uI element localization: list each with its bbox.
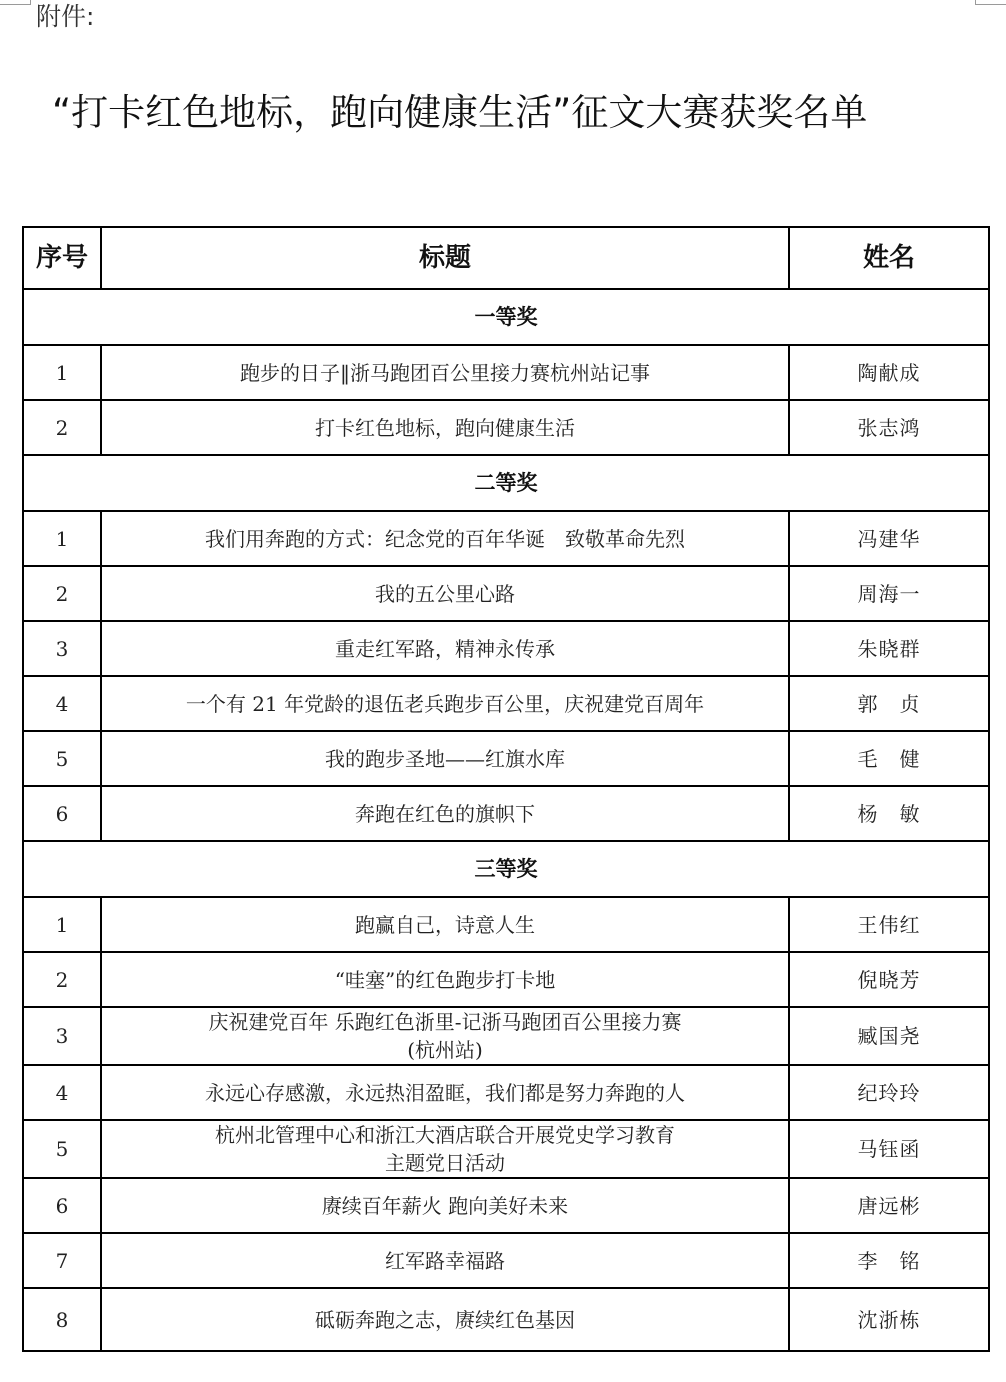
page-corner-mark-right [975, 0, 1006, 5]
header-title: 标题 [101, 227, 789, 289]
row-name: 杨 敏 [789, 786, 989, 841]
row-title-line-2: 主题党日活动 [385, 1151, 505, 1175]
row-name: 朱晓群 [789, 621, 989, 676]
row-number: 1 [23, 345, 101, 400]
row-number: 7 [23, 1233, 101, 1288]
row-title: 奔跑在红色的旗帜下 [101, 786, 789, 841]
row-number: 3 [23, 621, 101, 676]
header-number: 序号 [23, 227, 101, 289]
row-title [101, 1007, 789, 1065]
row-name: 周海一 [789, 566, 989, 621]
row-name: 王伟红 [789, 897, 989, 952]
row-title: 永远心存感激，永远热泪盈眶，我们都是努力奔跑的人 [101, 1065, 789, 1120]
attachment-label: 附件: [36, 2, 95, 31]
table-row [23, 897, 989, 952]
header-name: 姓名 [789, 227, 989, 289]
row-number: 4 [23, 1065, 101, 1120]
row-number: 1 [23, 511, 101, 566]
table-row [23, 1007, 989, 1065]
row-number: 8 [23, 1288, 101, 1351]
section-second-prize [23, 455, 989, 511]
row-number: 6 [23, 786, 101, 841]
row-name: 陶献成 [789, 345, 989, 400]
section-label: 三等奖 [23, 841, 989, 897]
row-number: 4 [23, 676, 101, 731]
awards-table [22, 226, 990, 1352]
table-row [23, 1065, 989, 1120]
table-row [23, 1120, 989, 1178]
table-row [23, 676, 989, 731]
row-number: 5 [23, 731, 101, 786]
table-row [23, 566, 989, 621]
table-row [23, 1288, 989, 1351]
table-row [23, 621, 989, 676]
section-third-prize [23, 841, 989, 897]
row-number: 2 [23, 566, 101, 621]
row-name: 纪玲玲 [789, 1065, 989, 1120]
table-row [23, 952, 989, 1007]
section-label: 二等奖 [23, 455, 989, 511]
table-row [23, 731, 989, 786]
row-number: 1 [23, 897, 101, 952]
row-title: 我的跑步圣地——红旗水库 [101, 731, 789, 786]
row-title: 红军路幸福路 [101, 1233, 789, 1288]
table-row [23, 511, 989, 566]
row-title: 我的五公里心路 [101, 566, 789, 621]
row-name: 沈浙栋 [789, 1288, 989, 1351]
table-row [23, 345, 989, 400]
row-title: 重走红军路，精神永传承 [101, 621, 789, 676]
row-number: 5 [23, 1120, 101, 1178]
row-title: “哇塞”的红色跑步打卡地 [101, 952, 789, 1007]
row-title: 打卡红色地标，跑向健康生活 [101, 400, 789, 455]
row-name: 李 铭 [789, 1233, 989, 1288]
row-title-line-1: 庆祝建党百年 乐跑红色浙里-记浙马跑团百公里接力赛 [208, 1010, 682, 1034]
page-corner-mark-left [0, 0, 31, 5]
row-name: 冯建华 [789, 511, 989, 566]
row-number: 6 [23, 1178, 101, 1233]
row-title: 赓续百年薪火 跑向美好未来 [101, 1178, 789, 1233]
row-title: 砥砺奔跑之志，赓续红色基因 [101, 1288, 789, 1351]
row-title: 一个有 21 年党龄的退伍老兵跑步百公里，庆祝建党百周年 [101, 676, 789, 731]
row-title-line-2: (杭州站) [407, 1038, 483, 1062]
row-name: 马钰函 [789, 1120, 989, 1178]
row-title: 跑步的日子‖浙马跑团百公里接力赛杭州站记事 [101, 345, 789, 400]
row-name: 倪晓芳 [789, 952, 989, 1007]
row-number: 2 [23, 952, 101, 1007]
row-name: 唐远彬 [789, 1178, 989, 1233]
row-name: 郭 贞 [789, 676, 989, 731]
table-row [23, 786, 989, 841]
row-name: 臧国尧 [789, 1007, 989, 1065]
table-row [23, 1178, 989, 1233]
table-row [23, 1233, 989, 1288]
row-title [101, 1120, 789, 1178]
section-first-prize [23, 289, 989, 345]
row-number: 3 [23, 1007, 101, 1065]
table-row [23, 400, 989, 455]
row-title: 我们用奔跑的方式：纪念党的百年华诞 致敬革命先烈 [101, 511, 789, 566]
table-header-row [23, 227, 989, 289]
row-number: 2 [23, 400, 101, 455]
row-title: 跑赢自己，诗意人生 [101, 897, 789, 952]
row-name: 毛 健 [789, 731, 989, 786]
row-title-line-1: 杭州北管理中心和浙江大酒店联合开展党史学习教育 [215, 1123, 675, 1147]
document-title: “打卡红色地标，跑向健康生活”征文大赛获奖名单 [52, 91, 868, 134]
row-name: 张志鸿 [789, 400, 989, 455]
section-label: 一等奖 [23, 289, 989, 345]
